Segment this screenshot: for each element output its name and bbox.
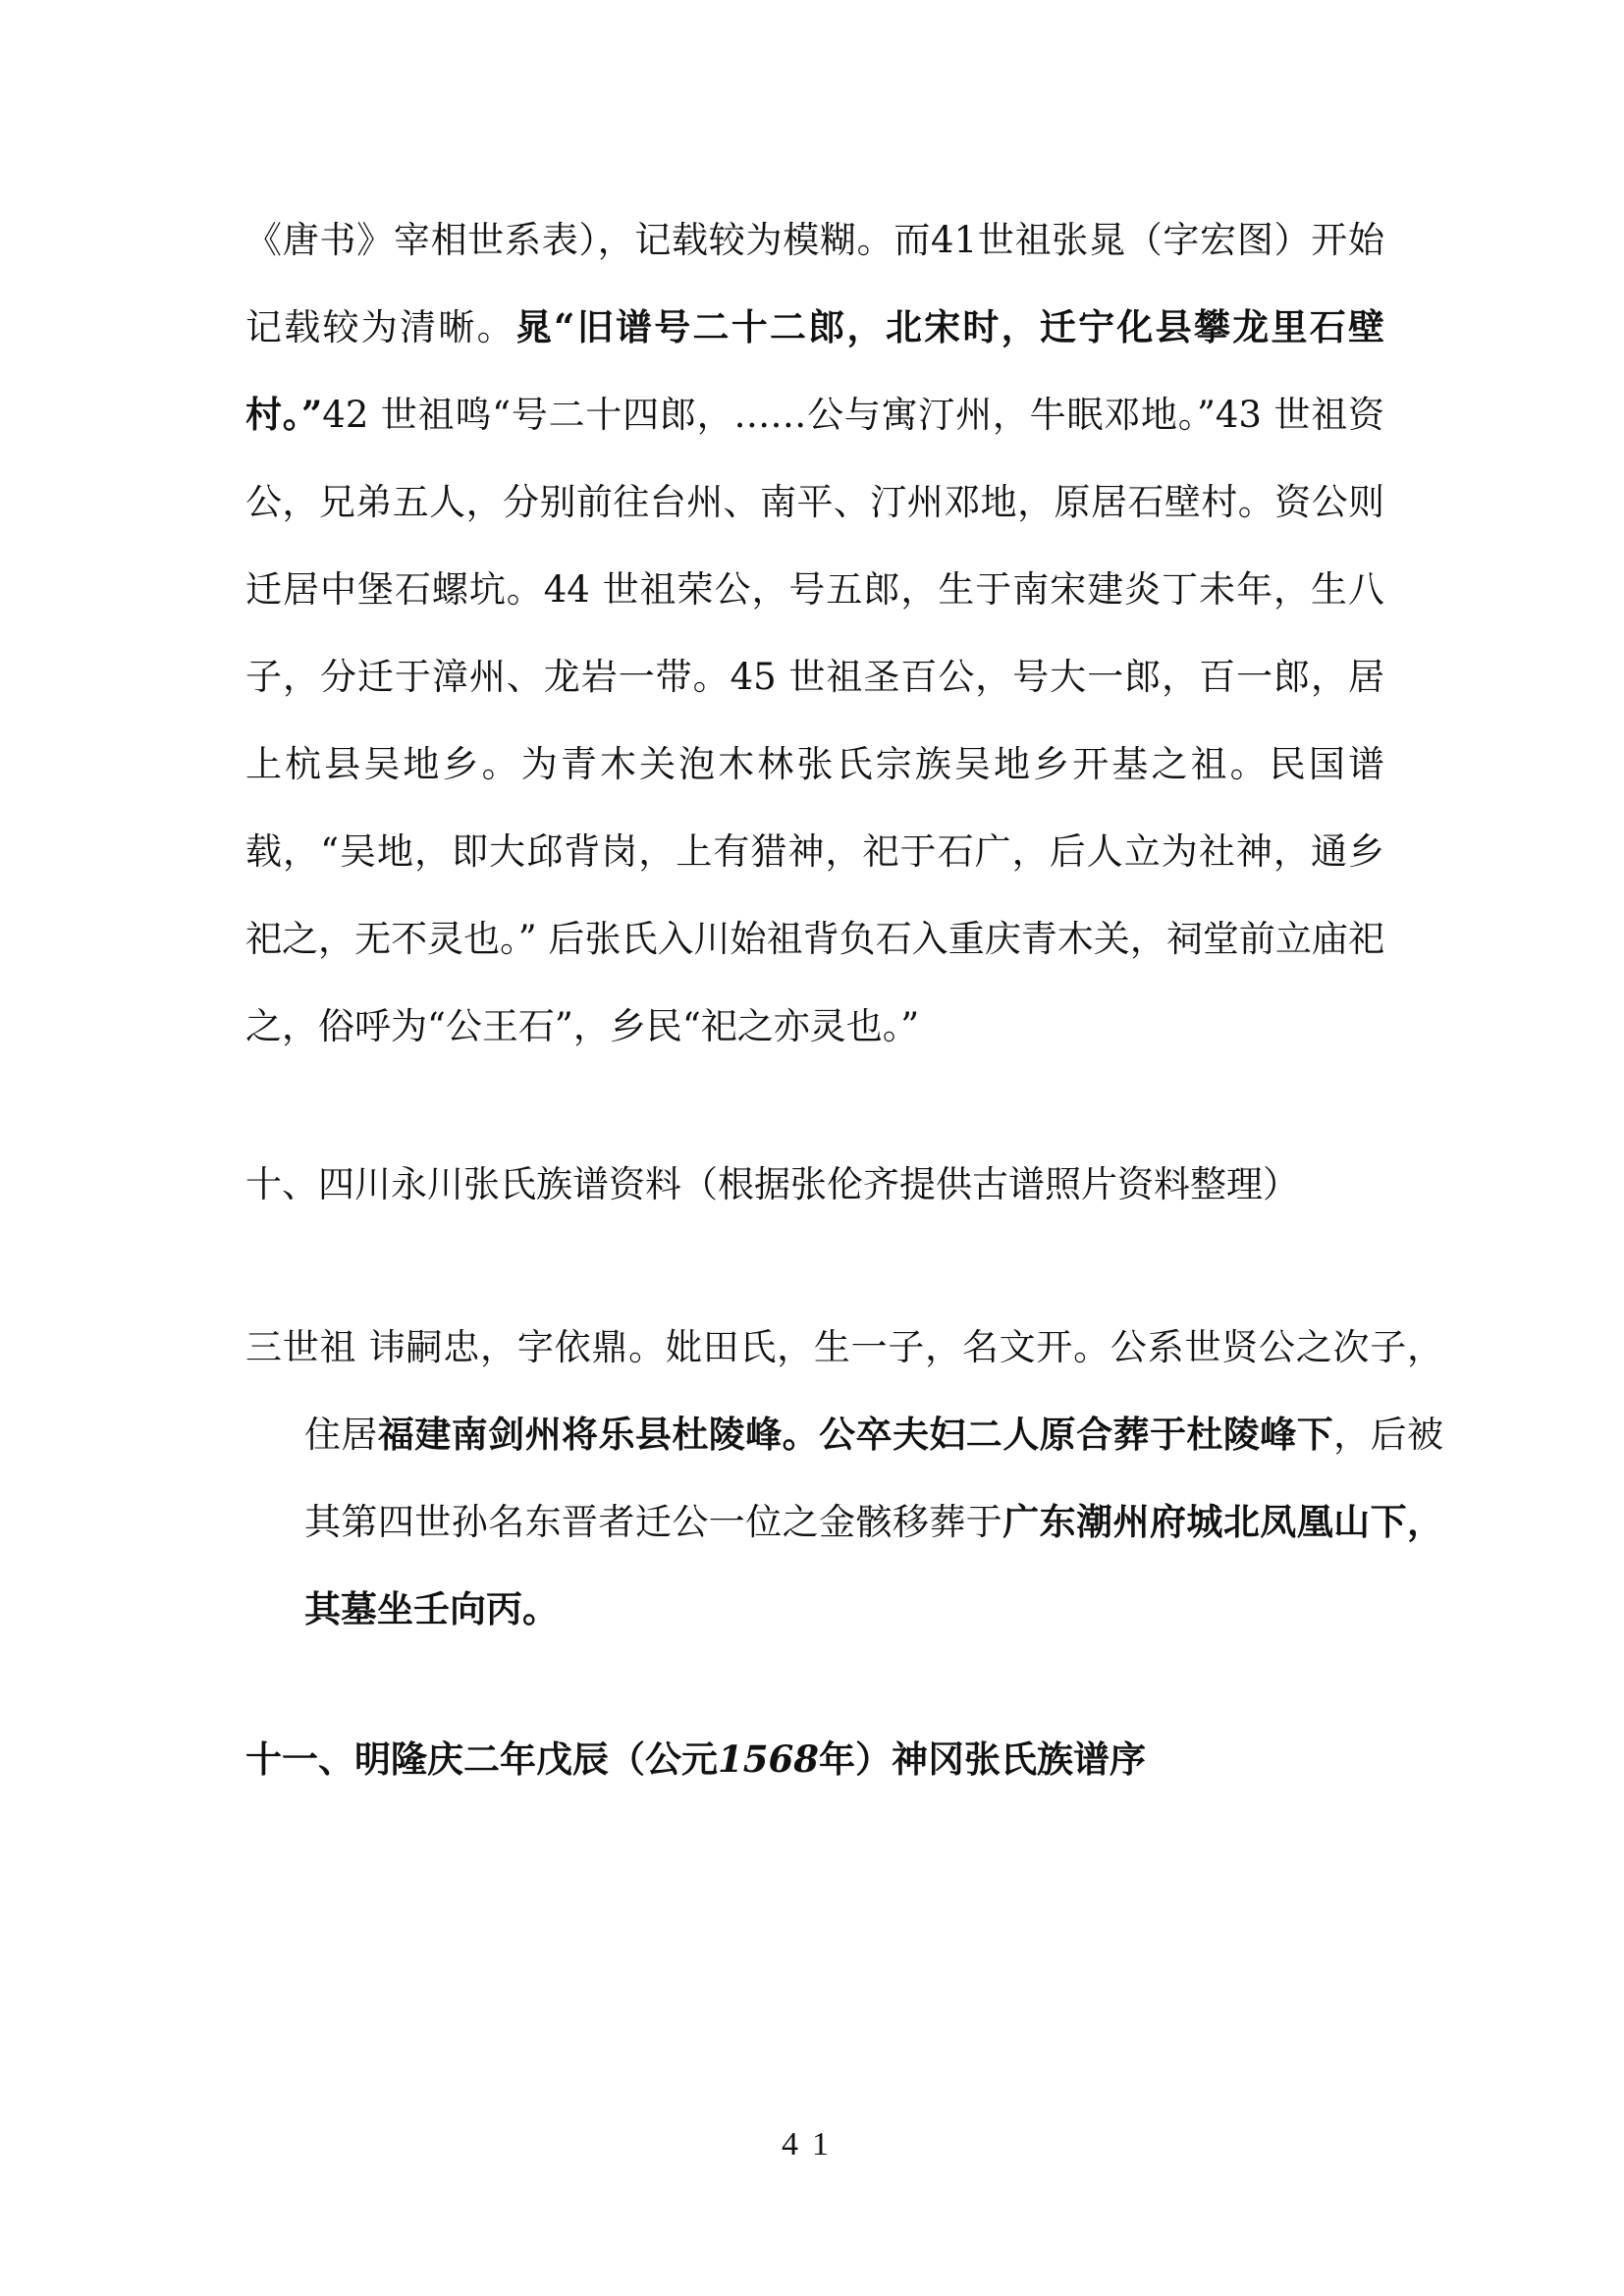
intro-text-1: 《唐书》宰相世系表），记载较为模糊。而41世祖张晁（字宏图）开始记载较为清晰。 [245,219,1384,348]
section-10-heading: 十、四川永川张氏族谱资料（根据张伦齐提供古谱照片资料整理） [245,1163,1299,1205]
page-number: 41 [782,2126,842,2163]
section-11-heading-part2: 年）神冈张氏族谱序 [818,1737,1146,1781]
section-11-heading-part1: 十一、明隆庆二年戊辰（公元 [245,1737,718,1781]
third-ancestor-text-1: 三世祖 讳嗣忠，字依鼎。妣田氏，生一子，名文开。公系世贤公之次子，住居 [245,1326,1443,1456]
third-ancestor-bold-2: 广东潮州府城北凤凰山下，其墓坐壬向丙。 [304,1500,1444,1630]
intro-bold-quote: 晁“旧谱号二十二郎，北宋时，迁宁化县攀龙里石壁村。” [245,305,1385,436]
section-11-heading [245,1716,1384,1803]
intro-text-2: 42 世祖鸣“号二十四郎，……公与寓汀州，牛眠邓地。”43 世祖资公，兄弟五人，分别前往台州、南平、汀州邓地，原居石壁村。资公则迁居中堡石螺坑。44 世祖荣公，号五郎，生于南宋建炎丁未年，生八子，分迁于漳州、龙岩一带。45 世祖圣百公，号大一郎，百一郎，居上杭县吴地乡。为青木关泡木林张氏宗族吴地乡开基之祖。民国谱载，“吴地，即大邱背岗，上有猎神，祀于石广，后人立为社神，通乡祀之，无不灵也。” 后张氏入川始祖背负石入重庆青木关，祠堂前立庙祀之，俗呼为“公王石”，乡民“祀之亦灵也。” [245,394,1384,1047]
third-ancestor-entry [245,1304,1443,1653]
intro-paragraph [245,196,1384,1070]
third-ancestor-bold-1: 福建南剑州将乐县杜陵峰。公卒夫妇二人原合葬于杜陵峰下 [377,1413,1334,1456]
section-11-heading-year: 1568 [718,1737,819,1781]
third-ancestor-text-2: ，后被其第四世孙名东晋者迁公一位之金骸移葬于 [304,1414,1444,1543]
